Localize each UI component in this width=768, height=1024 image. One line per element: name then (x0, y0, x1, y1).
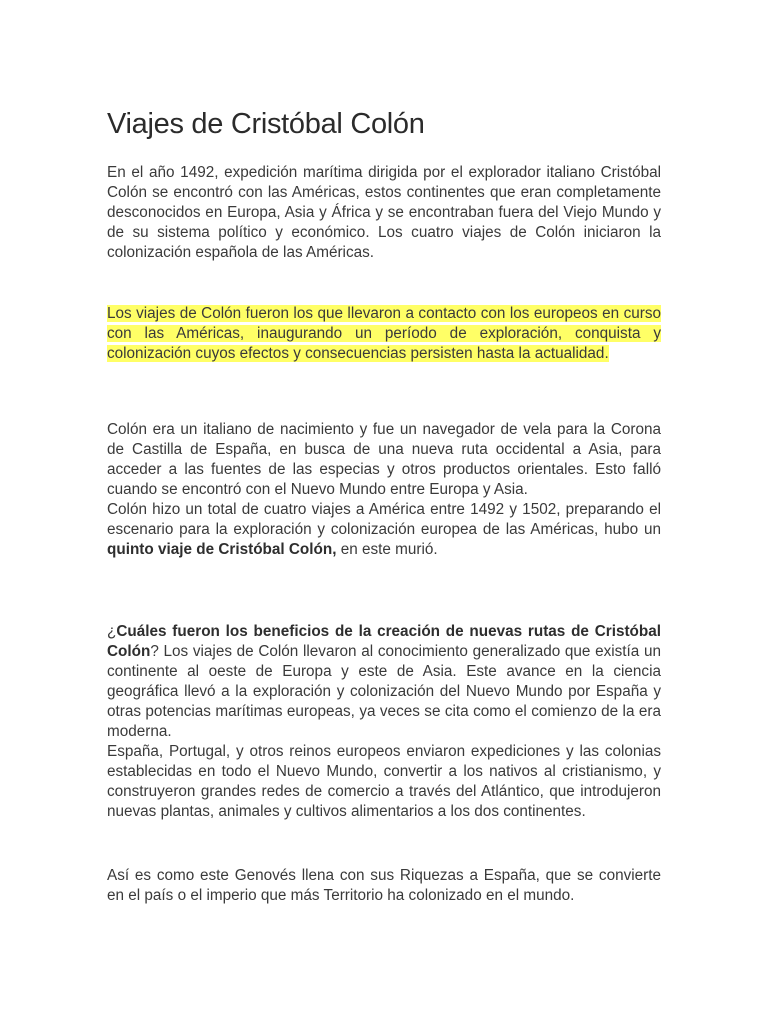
paragraph-intro-text: En el año 1492, expedición marítima dirigida por el explorador italiano Cristóbal Colón se encontró con las Américas, estos continentes que eran completamente desconocidos en Europa, Asia y África y se encontraban fuera del Viejo Mundo y de su sistema político y económico. Los cuatro viajes de Colón iniciaron la colonización española de las Américas. (107, 164, 661, 261)
bold-fifth-voyage: quinto viaje de Cristóbal Colón, (107, 541, 337, 558)
paragraph-benefits-text: ¿Cuáles fueron los beneficios de la creación de nuevas rutas de Cristóbal Colón? Los viajes de Colón llevaron al conocimiento generalizado que existía un continente al oeste de Europa y este de Asia. Este avance en la ciencia geográfica llevó a la exploración y colonización del Nuevo Mundo por España y otras potencias marítimas europeas, ya veces se cita como el comienzo de la era moderna. (107, 623, 661, 740)
paragraph-four-voyages: Colón hizo un total de cuatro viajes a América entre 1492 y 1502, preparando el escenario para la exploración y colonización europea de las Américas, hubo un quinto viaje de Cristóbal Colón, en este murió. (107, 501, 661, 558)
paragraph-european-kingdoms: España, Portugal, y otros reinos europeos enviaron expediciones y las colonias establecidas en todo el Nuevo Mundo, convertir a los nativos al cristianismo, y construyeron grandes redes de comercio a través del Atlántico, que introdujeron nuevas plantas, animales y cultivos alimentarios a los dos continentes. (107, 743, 661, 820)
highlighted-text: Los viajes de Colón fueron los que llevaron a contacto con los europeos en curso con las Américas, inaugurando un período de exploración, conquista y colonización cuyos efectos y consecuencias persisten hasta la actualidad. (107, 305, 661, 362)
paragraph-conclusion-text: Así es como este Genovés llena con sus Riquezas a España, que se convierte en el país o el imperio que más Territorio ha colonizado en el mundo. (107, 867, 661, 904)
paragraph-colon-origin-text: Colón era un italiano de nacimiento y fue un navegador de vela para la Corona de Castilla de España, en busca de una nueva ruta occidental a Asia, para acceder a las fuentes de las especias y otros productos orientales. Esto falló cuando se encontró con el Nuevo Mundo entre Europa y Asia. (107, 421, 661, 498)
paragraph-colon-origin (107, 420, 661, 560)
paragraph-conclusion (107, 866, 661, 906)
paragraph-highlighted (107, 304, 661, 364)
bold-benefits-question: Cuáles fueron los beneficios de la creación de nuevas rutas de Cristóbal Colón (107, 623, 661, 660)
paragraph-benefits (107, 622, 661, 822)
paragraph-intro (107, 163, 661, 263)
page-title: Viajes de Cristóbal Colón (107, 108, 425, 140)
